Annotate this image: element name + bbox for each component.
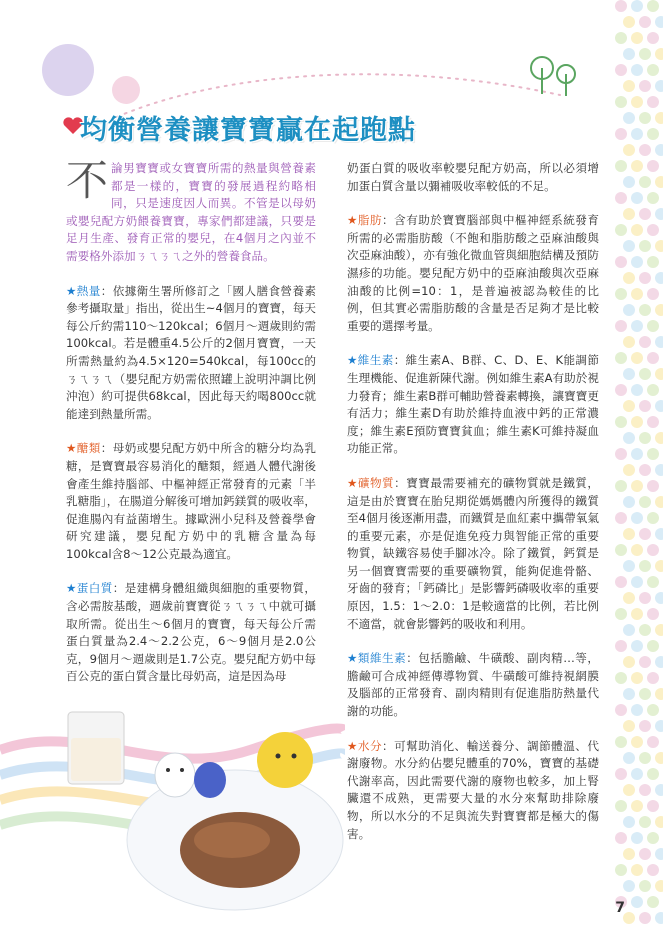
decorative-dot <box>615 352 627 364</box>
decorative-dot <box>631 128 643 140</box>
decorative-dot <box>655 848 663 860</box>
decorative-dot <box>615 0 627 12</box>
decorative-dot <box>639 176 651 188</box>
decorative-dot <box>647 832 659 844</box>
decorative-dot <box>623 240 635 252</box>
dot-pattern-decoration <box>613 0 663 931</box>
decorative-dot <box>623 304 635 316</box>
decorative-dot <box>615 672 627 684</box>
decorative-dot <box>655 272 663 284</box>
decorative-dot <box>639 720 651 732</box>
decorative-dot <box>615 96 627 108</box>
section-vitamins: ★維生素：維生素A、B群、C、D、E、K能調節生理機能、促進新陳代謝。例如維生素A有助於視力發育；維生素B群可輔助營養素轉換，讓寶寶更有活力；維生素D有助於維持血液中鈣的正常濃度；維生素E預防寶寶貧血；維生素K可維持凝血功能正常。 <box>347 353 599 456</box>
decorative-dot <box>623 592 635 604</box>
decorative-dot <box>647 384 659 396</box>
decorative-dot <box>655 80 663 92</box>
decorative-dot <box>631 352 643 364</box>
tree-icon <box>528 52 588 102</box>
decorative-dot <box>647 288 659 300</box>
decorative-dot <box>631 448 643 460</box>
decorative-dot <box>639 464 651 476</box>
decorative-dot <box>623 656 635 668</box>
decorative-dot <box>647 800 659 812</box>
decorative-dot <box>639 336 651 348</box>
decorative-dot <box>631 768 643 780</box>
section-heading: ★水分 <box>347 738 383 753</box>
decorative-dot <box>623 432 635 444</box>
section-fat: ★脂肪：含有助於寶寶腦部與中樞神經系統發育所需的必需脂肪酸（不飽和脂肪酸之亞麻油酸與次亞麻油酸），亦有強化微血管與細胞結構及預防濕疹的功能。嬰兒配方奶中的亞麻油酸與次亞麻油酸的比例=10：1，是普遍被認為較佳的比例，但其實必需脂肪酸的含量是否足夠才是比較重要的選擇考量。 <box>347 213 599 333</box>
decorative-dot <box>647 64 659 76</box>
decorative-dot <box>639 144 651 156</box>
decorative-dot <box>639 880 651 892</box>
decorative-dot <box>615 544 627 556</box>
decorative-dot <box>631 32 643 44</box>
decorative-dot <box>615 608 627 620</box>
decorative-dot <box>615 768 627 780</box>
decorative-dot <box>631 288 643 300</box>
decorative-dot <box>647 256 659 268</box>
decorative-dot <box>639 48 651 60</box>
decorative-dot <box>623 176 635 188</box>
decorative-dot <box>639 16 651 28</box>
decorative-dot <box>639 368 651 380</box>
decorative-dot <box>623 400 635 412</box>
intro-text: 論男寶寶或女寶寶所需的熱量與營養素都是一樣的，寶寶的發展過程約略相同，只是速度因人而異。不管是以母奶或嬰兒配方奶餵養寶寶，專家們都建議，只要是足月生產、發育正常的嬰兒，在4個月之內並不需要格外添加ㄋㄟㄋㄟ之外的營養食品。 <box>66 161 316 263</box>
decorative-dot <box>631 320 643 332</box>
decorative-dot <box>655 464 663 476</box>
section-vitamin-like: ★類維生素：包括膽鹼、牛磺酸、副肉精…等，膽鹼可合成神經傳導物質、牛磺酸可維持視網膜及腦部的正常發育、副肉精則有促進脂肪熱量代謝的功能。 <box>347 651 599 719</box>
decorative-dot <box>647 512 659 524</box>
decorative-dot <box>655 176 663 188</box>
section-heading: ★蛋白質 <box>66 581 113 596</box>
decorative-dot <box>623 496 635 508</box>
decorative-dot <box>639 112 651 124</box>
decorative-dot <box>623 48 635 60</box>
section-heading: ★熱量 <box>66 283 101 298</box>
decorative-dot <box>655 688 663 700</box>
decorative-dot <box>623 880 635 892</box>
section-heading: ★維生素 <box>347 353 394 368</box>
decorative-dot <box>615 384 627 396</box>
baby-food-photo <box>0 690 345 931</box>
decorative-dot <box>631 896 643 908</box>
decorative-dot <box>615 864 627 876</box>
decorative-dot <box>631 864 643 876</box>
decorative-dot <box>655 112 663 124</box>
decorative-dot <box>639 784 651 796</box>
plate-icon <box>127 770 343 910</box>
decorative-dot <box>647 672 659 684</box>
decorative-dot <box>623 784 635 796</box>
decorative-dot <box>655 880 663 892</box>
decorative-dot <box>631 480 643 492</box>
decorative-dot <box>615 128 627 140</box>
decorative-dot <box>631 608 643 620</box>
right-column <box>347 160 599 860</box>
section-calories: ★熱量：依據衛生署所修訂之「國人膳食營養素參考攝取量」指出，從出生~4個月的寶寶，每天每公斤約需110～120kcal；6個月～週歲則約需100kcal。若是體重4.5公斤的2個月寶寶，一天所需熱量約為4.5×120=540kcal，每100cc的ㄋㄟㄋㄟ（嬰兒配方奶需依照罐上說明沖調比例沖泡）約可提供68kcal，因此每天約喝800cc就能達到熱量所需。 <box>66 283 316 421</box>
decorative-dot <box>623 368 635 380</box>
decorative-dot <box>639 560 651 572</box>
decorative-dot <box>655 144 663 156</box>
decorative-dot <box>631 544 643 556</box>
decorative-dot <box>647 224 659 236</box>
decorative-dot <box>647 352 659 364</box>
decorative-dot <box>615 192 627 204</box>
decorative-dot <box>615 832 627 844</box>
decorative-dot <box>647 0 659 12</box>
decorative-dot <box>623 208 635 220</box>
decorative-dot <box>623 816 635 828</box>
decorative-dot <box>639 400 651 412</box>
decorative-dot <box>639 432 651 444</box>
decorative-dot <box>639 848 651 860</box>
decorative-dot <box>639 208 651 220</box>
decorative-dot <box>623 688 635 700</box>
decorative-dot <box>647 96 659 108</box>
decorative-dot <box>623 528 635 540</box>
decorative-dot <box>615 640 627 652</box>
decorative-dot <box>631 512 643 524</box>
decorative-dot <box>655 912 663 924</box>
decorative-dot <box>615 256 627 268</box>
decorative-dot <box>647 704 659 716</box>
dropcap: 不 <box>66 156 109 205</box>
decorative-dot <box>631 192 643 204</box>
decorative-dot <box>647 192 659 204</box>
decorative-dot <box>655 752 663 764</box>
decorative-dot <box>631 736 643 748</box>
decorative-dot <box>623 464 635 476</box>
decorative-dot <box>615 224 627 236</box>
decorative-dot <box>631 224 643 236</box>
decorative-dot <box>655 656 663 668</box>
decorative-dot <box>623 336 635 348</box>
decorative-dot <box>631 160 643 172</box>
decorative-dot <box>631 800 643 812</box>
decorative-dot <box>647 736 659 748</box>
page-number: 7 <box>615 900 625 916</box>
section-protein-continued: 奶蛋白質的吸收率較嬰兒配方奶高，所以必須增加蛋白質含量以彌補吸收率較低的不足。 <box>347 161 599 193</box>
decorative-dot <box>639 816 651 828</box>
decorative-dot <box>639 688 651 700</box>
decorative-dot <box>655 304 663 316</box>
decorative-dot <box>631 832 643 844</box>
decorative-dot <box>623 16 635 28</box>
decorative-dot <box>623 752 635 764</box>
section-heading: ★醣類 <box>66 441 101 456</box>
decorative-dot <box>655 432 663 444</box>
decorative-dot <box>615 480 627 492</box>
decorative-dot <box>639 272 651 284</box>
decorative-dot <box>615 416 627 428</box>
decorative-dot <box>639 80 651 92</box>
decorative-dot <box>631 96 643 108</box>
decorative-dot <box>639 656 651 668</box>
decorative-dot <box>623 560 635 572</box>
decorative-dot <box>623 272 635 284</box>
decorative-dot <box>655 16 663 28</box>
decorative-dot <box>647 864 659 876</box>
section-water: ★水分：可幫助消化、輸送養分、調節體溫、代謝廢物。水分約佔嬰兒體重的70%，寶寶的基礎代謝率高，因此需要代謝的廢物也較多，加上腎臟還不成熟，更需要大量的水分來幫助排除廢物，所以水分的不足與流失對寶寶都是極大的傷害。 <box>347 738 599 841</box>
decorative-dot <box>655 528 663 540</box>
decorative-dot <box>623 144 635 156</box>
decorative-dot <box>615 32 627 44</box>
decorative-dot <box>631 256 643 268</box>
decorative-dot <box>615 160 627 172</box>
decorative-dot <box>615 288 627 300</box>
decorative-dot <box>631 672 643 684</box>
decorative-dot <box>631 576 643 588</box>
decorative-dot <box>647 160 659 172</box>
decorative-dot <box>655 368 663 380</box>
decorative-dot <box>647 544 659 556</box>
decorative-dot <box>639 528 651 540</box>
decorative-dot <box>615 704 627 716</box>
decorative-dot <box>639 240 651 252</box>
section-heading: ★脂肪 <box>347 213 383 228</box>
intro-paragraph <box>66 156 316 266</box>
decorative-dot <box>639 624 651 636</box>
decorative-dot <box>647 32 659 44</box>
decorative-dot <box>631 416 643 428</box>
decorative-dot <box>655 560 663 572</box>
decorative-dot <box>631 64 643 76</box>
decorative-dot <box>647 480 659 492</box>
decorative-dot <box>639 752 651 764</box>
section-heading: ★礦物質 <box>347 475 395 490</box>
decorative-dot <box>639 496 651 508</box>
decorative-dot <box>639 912 651 924</box>
decorative-dot <box>655 48 663 60</box>
decorative-dot <box>647 768 659 780</box>
decorative-dot <box>655 624 663 636</box>
decorative-dot <box>655 240 663 252</box>
section-carbohydrates: ★醣類：母奶或嬰兒配方奶中所含的糖分均為乳糖，是寶寶最容易消化的醣類，經過人體代謝後會產生維持腦部、中樞神經正常發育的元素「半乳糖脂」，在腸道分解後可增加鈣鎂質的吸收率，促進腸內有益菌增生。據歐洲小兒科及營養學會研究建議，嬰兒配方奶中的乳糖含量為每100kcal含8～12公克最為適宜。 <box>66 441 316 561</box>
decorative-dot <box>655 496 663 508</box>
decorative-dot <box>631 704 643 716</box>
decorative-dot <box>615 448 627 460</box>
decorative-dot <box>655 592 663 604</box>
decorative-dot <box>647 448 659 460</box>
decorative-dot <box>615 576 627 588</box>
decorative-dot <box>655 720 663 732</box>
decorative-dot <box>639 304 651 316</box>
decorative-dot <box>631 384 643 396</box>
milk-glass-icon <box>68 712 124 784</box>
decorative-dot <box>647 608 659 620</box>
decorative-dot <box>647 576 659 588</box>
page-title: 均衡營養讓寶寶贏在起跑點 <box>80 115 416 146</box>
decorative-dot <box>655 784 663 796</box>
section-minerals: ★礦物質：寶寶最需要補充的礦物質就是鐵質，這是由於寶寶在胎兒期從媽媽體內所獲得的鐵質至4個月後逐漸用盡，而鐵質是血紅素中攜帶氧氣的重要元素，亦是促進免疫力與智能正常的重要物質，缺鐵容易使手腳冰冷。除了鐵質，鈣質是另一個寶寶需要的重要礦物質，能夠促進骨骼、牙齒的發育；「鈣磷比」是影響鈣磷吸收率的重要原因，1.5：1～2.0：1是較適當的比例，若比例不適當，就會影響鈣的吸收和利用。 <box>347 475 599 631</box>
decorative-dot <box>615 64 627 76</box>
decorative-dot <box>647 896 659 908</box>
section-protein: ★蛋白質：是建構身體組織與細胞的重要物質，含必需胺基酸，週歲前寶寶從ㄋㄟㄋㄟ中就可攝取所需。從出生～6個月的寶寶，每天每公斤需蛋白質量為2.4～2.2公克，6～9個月是2.0公克，9個月～週歲則是1.7公克。嬰兒配方奶中每百公克的蛋白質含量比母奶高，這是因為母 <box>66 581 316 684</box>
decorative-dot <box>615 736 627 748</box>
decorative-dot <box>615 512 627 524</box>
left-column <box>66 156 316 703</box>
decorative-dot <box>631 640 643 652</box>
decorative-dot <box>647 128 659 140</box>
decorative-dot <box>615 800 627 812</box>
decorative-dot <box>655 208 663 220</box>
decorative-dot <box>623 624 635 636</box>
decorative-dot <box>647 640 659 652</box>
decorative-dot <box>647 320 659 332</box>
decorative-dot <box>623 80 635 92</box>
decorative-dot <box>623 848 635 860</box>
decorative-dot <box>647 416 659 428</box>
decorative-dot <box>655 400 663 412</box>
decorative-dot <box>631 0 643 12</box>
decorative-dot <box>655 816 663 828</box>
section-heading: ★類維生素 <box>347 651 407 666</box>
decorative-dot <box>623 720 635 732</box>
decorative-dot <box>615 320 627 332</box>
decorative-dot <box>655 336 663 348</box>
decorative-dot <box>623 112 635 124</box>
decorative-dot <box>639 592 651 604</box>
